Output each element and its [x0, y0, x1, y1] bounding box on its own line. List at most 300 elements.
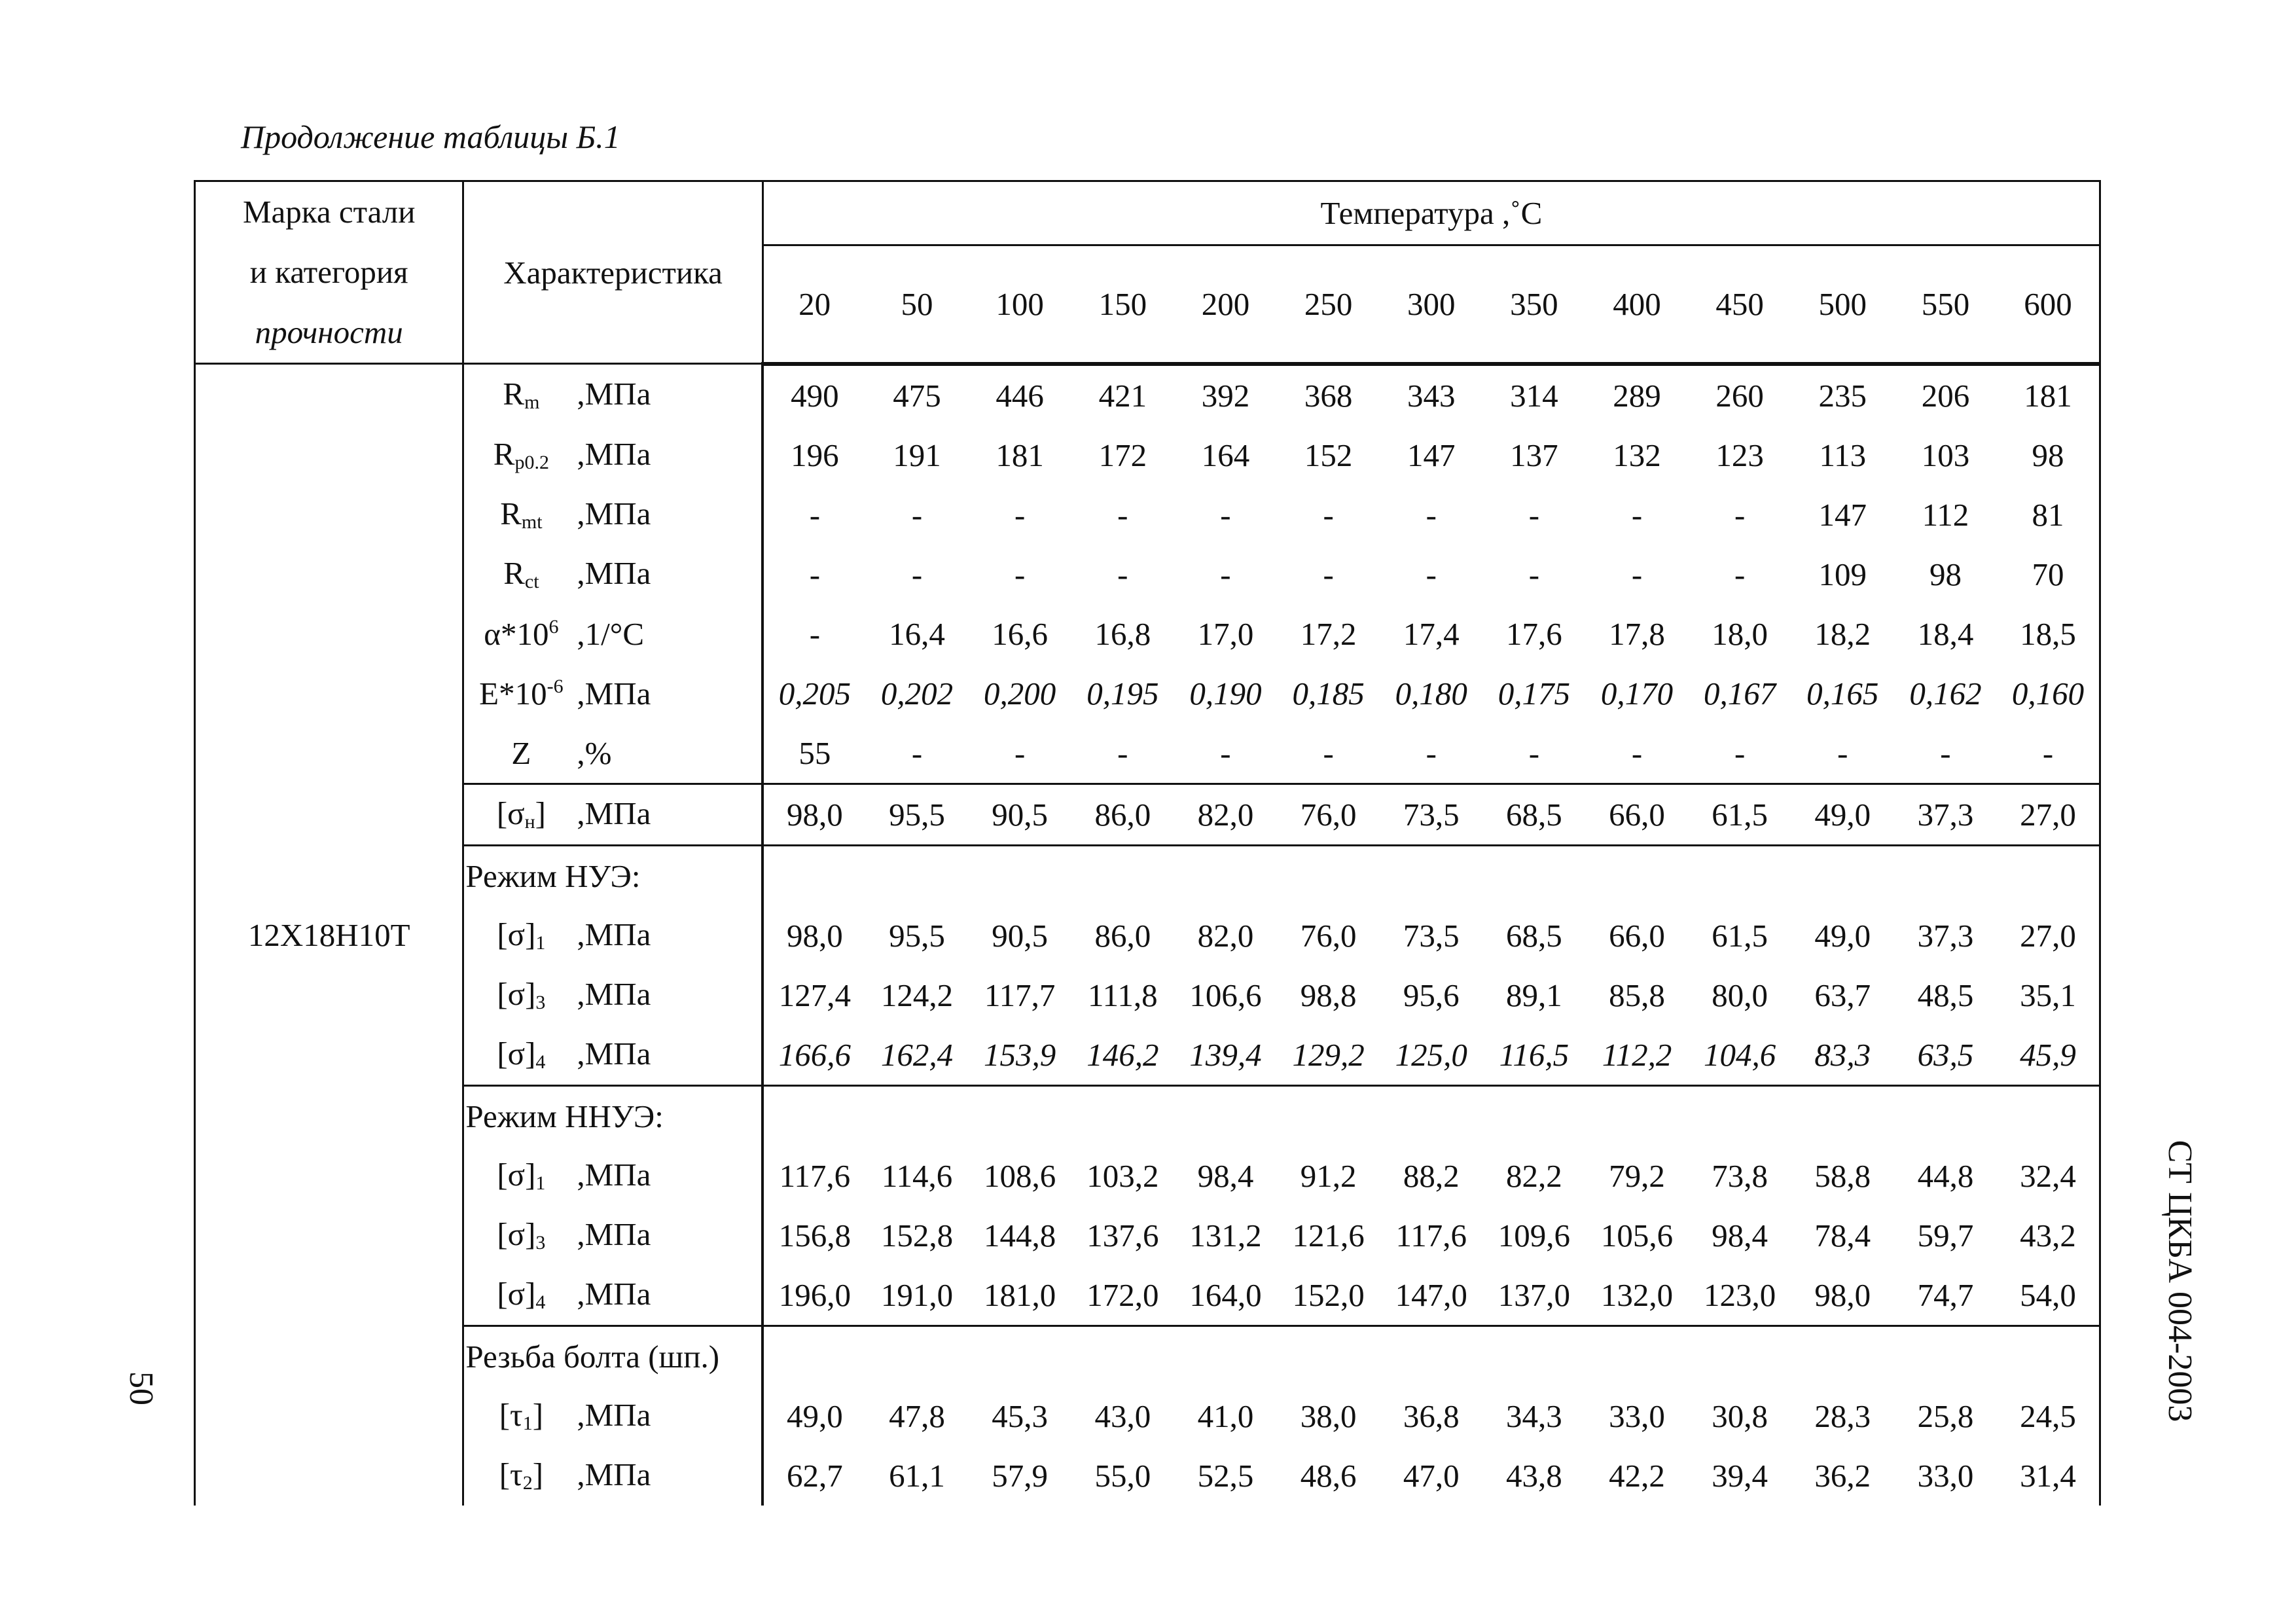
- value-cell: 0,162: [1909, 675, 1982, 712]
- characteristic-symbol: [465, 797, 577, 832]
- value-cell: 123,0: [1704, 1276, 1776, 1313]
- empty-cell: [865, 1326, 968, 1386]
- value-cell: 89,1: [1506, 977, 1562, 1013]
- symbol-text: [σ]: [497, 1216, 536, 1252]
- value-cell: 103: [1921, 437, 1970, 473]
- value-cell: 17,2: [1300, 615, 1357, 652]
- characteristic-unit: ,МПа: [577, 975, 651, 1012]
- symbol-text: R: [503, 554, 525, 591]
- empty-cell: [1791, 1326, 1894, 1386]
- value-cell: 17,8: [1609, 615, 1665, 652]
- symbol-superscript: -6: [547, 676, 564, 697]
- value-cell: 86,0: [1071, 784, 1174, 845]
- value-cell: 49,0: [1791, 784, 1894, 845]
- characteristic-unit: ,МПа: [577, 676, 651, 712]
- section-title: Режим ННУЭ:: [463, 1085, 762, 1146]
- value-cell: 54,0: [1997, 1265, 2100, 1326]
- value-cell: 17,6: [1506, 615, 1562, 652]
- temperature-header-cell: 500: [1791, 245, 1894, 364]
- value-cell: 37,3: [1917, 917, 1974, 954]
- value-cell: 35,1: [1997, 965, 2100, 1025]
- value-cell: 117,6: [1395, 1217, 1467, 1254]
- value-cell: -: [1220, 734, 1231, 771]
- characteristic-symbol: [465, 435, 577, 473]
- characteristic-label: [463, 906, 762, 965]
- value-cell: 27,0: [1997, 784, 2100, 845]
- empty-cell: [1689, 845, 1791, 906]
- value-cell: -: [1426, 496, 1437, 533]
- value-cell: 95,5: [865, 784, 968, 845]
- value-cell: 0,170: [1600, 675, 1674, 712]
- value-cell: 137: [1510, 437, 1558, 473]
- table-row: [195, 485, 2100, 545]
- empty-cell: [1380, 1085, 1482, 1146]
- value-cell: 31,4: [1997, 1446, 2100, 1506]
- empty-cell: [1894, 1326, 1997, 1386]
- header-temperature: Температура ,˚С: [762, 181, 2100, 245]
- value-cell: 116,5: [1499, 1036, 1570, 1073]
- value-cell: -: [1220, 556, 1231, 592]
- table-row: [195, 545, 2100, 604]
- value-cell: 152,8: [880, 1217, 954, 1254]
- empty-cell: [1894, 845, 1997, 906]
- value-cell: 76,0: [1300, 917, 1357, 954]
- symbol-subscript: 3: [535, 1231, 546, 1254]
- table-row: [195, 604, 2100, 664]
- value-cell: 191,0: [880, 1276, 954, 1313]
- value-cell: 111,8: [1088, 977, 1158, 1013]
- data-table-container: [194, 180, 2101, 1509]
- empty-cell: [762, 845, 865, 906]
- empty-cell: [1689, 1326, 1791, 1386]
- value-cell: 95,6: [1403, 977, 1460, 1013]
- page-number: 50: [122, 1371, 160, 1405]
- header-characteristic: Характеристика: [463, 181, 762, 364]
- value-cell: 98,8: [1300, 977, 1357, 1013]
- empty-cell: [1791, 1085, 1894, 1146]
- symbol-text: Z: [511, 734, 531, 771]
- value-cell: 0,205: [778, 675, 852, 712]
- value-cell: 45,3: [992, 1398, 1049, 1434]
- value-cell: 206: [1921, 377, 1970, 414]
- value-cell: 17,0: [1197, 615, 1254, 652]
- characteristic-unit: ,МПа: [577, 1156, 651, 1193]
- value-cell: 181: [996, 437, 1044, 473]
- symbol-text: R: [493, 435, 515, 472]
- value-cell: 421: [1098, 377, 1147, 414]
- value-cell: 27,0: [1997, 906, 2100, 965]
- header-mark-line-2: и категория: [249, 254, 408, 290]
- properties-table: [194, 180, 2101, 1506]
- value-cell: 79,2: [1609, 1157, 1665, 1194]
- symbol-text: [τ: [499, 1396, 523, 1433]
- characteristic-symbol: [465, 554, 577, 592]
- value-cell: 0,200: [984, 675, 1056, 712]
- empty-cell: [865, 845, 968, 906]
- value-cell: 475: [893, 377, 941, 414]
- value-cell: 166,6: [778, 1036, 852, 1073]
- value-cell: 38,0: [1300, 1398, 1357, 1434]
- characteristic-label: [463, 545, 762, 604]
- value-cell: 121,6: [1292, 1217, 1365, 1254]
- characteristic-unit: ,МПа: [577, 375, 651, 412]
- characteristic-unit: ,МПа: [577, 554, 651, 591]
- value-cell: 18,4: [1917, 615, 1974, 652]
- characteristic-symbol: [465, 1396, 577, 1434]
- symbol-text: [σ]: [497, 1275, 536, 1312]
- value-cell: 103,2: [1086, 1157, 1159, 1194]
- temperature-header-cell: 450: [1689, 245, 1791, 364]
- value-cell: -: [1323, 496, 1334, 533]
- value-cell: 61,1: [889, 1457, 945, 1494]
- characteristic-label: [463, 364, 762, 425]
- value-cell: 73,5: [1380, 784, 1482, 845]
- characteristic-label: [463, 1025, 762, 1086]
- characteristic-unit: ,%: [577, 734, 612, 771]
- temperature-header-cell: 300: [1380, 245, 1482, 364]
- characteristic-symbol: [465, 1218, 577, 1253]
- value-cell: 98,0: [1814, 1276, 1871, 1313]
- temperature-header-cell: 250: [1277, 245, 1380, 364]
- value-cell: 47,8: [889, 1398, 945, 1434]
- value-cell: -: [1117, 734, 1128, 771]
- value-cell: 88,2: [1403, 1157, 1460, 1194]
- value-cell: 34,3: [1506, 1398, 1562, 1434]
- temperature-header-cell: 50: [865, 245, 968, 364]
- temperature-header-cell: 100: [969, 245, 1071, 364]
- value-cell: 81: [1997, 485, 2100, 545]
- symbol-subscript: 1: [535, 1172, 546, 1194]
- value-cell: 43,8: [1506, 1457, 1562, 1494]
- value-cell: 137,6: [1086, 1217, 1159, 1254]
- value-cell: -: [809, 496, 821, 533]
- value-cell: -: [1528, 734, 1540, 771]
- empty-cell: [1894, 1085, 1997, 1146]
- symbol-text: [σ]: [497, 1156, 536, 1193]
- value-cell: 33,0: [1609, 1398, 1665, 1434]
- value-cell: -: [1323, 734, 1334, 771]
- value-cell: 98,4: [1197, 1157, 1254, 1194]
- value-cell: 106,6: [1189, 977, 1262, 1013]
- value-cell: 18,0: [1712, 615, 1768, 652]
- value-cell: 16,4: [889, 615, 945, 652]
- value-cell: 147,0: [1395, 1276, 1467, 1313]
- value-cell: 32,4: [1997, 1146, 2100, 1206]
- characteristic-symbol: [465, 918, 577, 953]
- value-cell: 343: [1407, 377, 1456, 414]
- empty-cell: [1174, 845, 1277, 906]
- value-cell: 139,4: [1189, 1036, 1262, 1073]
- characteristic-label: [463, 604, 762, 664]
- value-cell: 235: [1818, 377, 1867, 414]
- value-cell: 152: [1304, 437, 1353, 473]
- characteristic-label: [463, 1265, 762, 1326]
- symbol-subscript: ct: [524, 570, 539, 592]
- section-title: Режим НУЭ:: [463, 845, 762, 906]
- value-cell: 112,2: [1602, 1036, 1672, 1073]
- characteristic-unit: ,МПа: [577, 916, 651, 952]
- value-cell: 123: [1715, 437, 1764, 473]
- empty-cell: [1585, 1326, 1688, 1386]
- value-cell: 82,0: [1174, 784, 1277, 845]
- symbol-subscript: 4: [535, 1051, 546, 1073]
- empty-cell: [1071, 1085, 1174, 1146]
- value-cell: -: [1426, 734, 1437, 771]
- value-cell: 0,175: [1498, 675, 1570, 712]
- empty-cell: [762, 1326, 865, 1386]
- value-cell: 368: [1304, 377, 1353, 414]
- value-cell: 63,5: [1917, 1036, 1974, 1073]
- symbol-text: [σ]: [497, 1035, 536, 1072]
- characteristic-symbol: [465, 734, 577, 771]
- value-cell: 260: [1715, 377, 1764, 414]
- value-cell: 82,2: [1506, 1157, 1562, 1194]
- value-cell: 61,5: [1712, 917, 1768, 954]
- temperature-header-cell: 550: [1894, 245, 1997, 364]
- value-cell: 66,0: [1609, 917, 1665, 954]
- value-cell: -: [809, 556, 821, 592]
- value-cell: 196: [791, 437, 839, 473]
- value-cell: 59,7: [1917, 1217, 1974, 1254]
- symbol-subscript: 4: [535, 1291, 546, 1313]
- table-row: [195, 1446, 2100, 1506]
- value-cell: -: [1323, 556, 1334, 592]
- value-cell: 98,0: [762, 784, 865, 845]
- characteristic-symbol: [465, 497, 577, 532]
- value-cell: 0,190: [1189, 675, 1262, 712]
- empty-cell: [1277, 1326, 1380, 1386]
- empty-cell: [1997, 845, 2100, 906]
- section-header-row: [195, 1085, 2100, 1146]
- temperature-header-cell: 150: [1071, 245, 1174, 364]
- value-cell: 70: [1997, 545, 2100, 604]
- value-cell: 392: [1201, 377, 1250, 414]
- temperature-header-cell: 400: [1585, 245, 1688, 364]
- value-cell: 63,7: [1814, 977, 1871, 1013]
- value-cell: 16,8: [1094, 615, 1151, 652]
- empty-cell: [1277, 845, 1380, 906]
- steel-grade-cell: 12Х18Н10Т: [195, 364, 463, 1506]
- symbol-subscript: 1: [522, 1412, 533, 1434]
- table-row: [195, 1146, 2100, 1206]
- value-cell: 55,0: [1094, 1457, 1151, 1494]
- value-cell: -: [1734, 496, 1746, 533]
- value-cell: 0,202: [880, 675, 954, 712]
- value-cell: 117,7: [984, 977, 1056, 1013]
- header-mark-line-1: Марка стали: [242, 194, 416, 230]
- value-cell: 44,8: [1917, 1157, 1974, 1194]
- value-cell: 191: [893, 437, 941, 473]
- table-caption: Продолжение таблицы Б.1: [241, 118, 620, 155]
- symbol-subscript: 3: [535, 991, 546, 1013]
- value-cell: 147: [1407, 437, 1456, 473]
- value-cell: 108,6: [984, 1157, 1056, 1194]
- value-cell: 112: [1922, 496, 1969, 533]
- value-cell: 43,0: [1094, 1398, 1151, 1434]
- characteristic-unit: ,МПа: [577, 1035, 651, 1072]
- value-cell: -: [1528, 496, 1540, 533]
- symbol-subscript: н: [524, 810, 535, 833]
- temperature-header-cell: 200: [1174, 245, 1277, 364]
- characteristic-symbol: [465, 975, 577, 1013]
- value-cell: 114,6: [881, 1157, 953, 1194]
- symbol-subscript: mt: [521, 511, 543, 533]
- value-cell: 446: [996, 377, 1044, 414]
- temperature-header-cell: 350: [1482, 245, 1585, 364]
- value-cell: 80,0: [1712, 977, 1768, 1013]
- value-cell: 33,0: [1917, 1457, 1974, 1494]
- value-cell: 90,5: [969, 784, 1071, 845]
- value-cell: 76,0: [1277, 784, 1380, 845]
- empty-cell: [1689, 1085, 1791, 1146]
- empty-cell: [1585, 1085, 1688, 1146]
- value-cell: 0,167: [1704, 675, 1776, 712]
- value-cell: 47,0: [1403, 1457, 1460, 1494]
- value-cell: -: [1528, 556, 1540, 592]
- value-cell: 18,2: [1814, 615, 1871, 652]
- value-cell: 39,4: [1712, 1457, 1768, 1494]
- document-code: СТ ЦКБА 004-2003: [2161, 1140, 2198, 1422]
- value-cell: 98,0: [787, 917, 843, 954]
- value-cell: 86,0: [1094, 917, 1151, 954]
- value-cell: 48,6: [1300, 1457, 1357, 1494]
- table-row: [195, 664, 2100, 723]
- characteristic-label: [463, 965, 762, 1025]
- value-cell: -: [1631, 734, 1643, 771]
- value-cell: 137,0: [1498, 1276, 1570, 1313]
- value-cell: 98,4: [1712, 1217, 1768, 1254]
- value-cell: -: [1734, 734, 1746, 771]
- characteristic-unit: ,МПа: [577, 435, 651, 472]
- value-cell: 16,6: [992, 615, 1049, 652]
- value-cell: 95,5: [889, 917, 945, 954]
- value-cell: 24,5: [1997, 1386, 2100, 1446]
- value-cell: -: [1014, 496, 1026, 533]
- value-cell: 127,4: [778, 977, 852, 1013]
- value-cell: 164: [1201, 437, 1250, 473]
- value-cell: 58,8: [1814, 1157, 1871, 1194]
- symbol-subscript: 1: [535, 931, 546, 954]
- value-cell: -: [1014, 556, 1026, 592]
- value-cell: -: [1837, 734, 1848, 771]
- value-cell: 132,0: [1600, 1276, 1674, 1313]
- value-cell: -: [1997, 723, 2100, 784]
- empty-cell: [865, 1085, 968, 1146]
- table-row: [195, 1265, 2100, 1326]
- value-cell: -: [1940, 734, 1951, 771]
- symbol-subscript: p0.2: [514, 451, 549, 473]
- value-cell: 18,5: [1997, 604, 2100, 664]
- value-cell: 117,6: [779, 1157, 851, 1194]
- empty-cell: [1482, 845, 1585, 906]
- value-cell: -: [809, 615, 821, 652]
- value-cell: 82,0: [1197, 917, 1254, 954]
- table-row: [195, 364, 2100, 425]
- value-cell: 36,2: [1814, 1457, 1871, 1494]
- table-row: [195, 425, 2100, 485]
- characteristic-label: [463, 485, 762, 545]
- symbol-text: [τ: [499, 1456, 523, 1492]
- value-cell: 55: [798, 734, 831, 771]
- symbol-text: R: [500, 495, 522, 532]
- value-cell: -: [1014, 734, 1026, 771]
- empty-cell: [1174, 1326, 1277, 1386]
- empty-cell: [1071, 845, 1174, 906]
- symbol-text: [σ: [496, 795, 525, 831]
- characteristic-unit: ,МПа: [577, 495, 651, 532]
- symbol-text: α*10: [484, 616, 549, 652]
- value-cell: 156,8: [778, 1217, 852, 1254]
- table-row: [195, 784, 2100, 845]
- characteristic-symbol: [465, 375, 577, 413]
- value-cell: 98: [1929, 556, 1962, 592]
- value-cell: 0,195: [1086, 675, 1159, 712]
- value-cell: 104,6: [1704, 1036, 1776, 1073]
- value-cell: 314: [1510, 377, 1558, 414]
- empty-cell: [1380, 1326, 1482, 1386]
- table-row: [195, 906, 2100, 965]
- temperature-header-cell: 20: [762, 245, 865, 364]
- value-cell: -: [911, 556, 923, 592]
- temperature-header-cell: 600: [1997, 245, 2100, 364]
- value-cell: 49,0: [787, 1398, 843, 1434]
- characteristic-symbol: [465, 617, 577, 650]
- empty-cell: [969, 845, 1071, 906]
- value-cell: 48,5: [1917, 977, 1974, 1013]
- value-cell: 37,3: [1894, 784, 1997, 845]
- value-cell: 109: [1818, 556, 1867, 592]
- value-cell: 129,2: [1292, 1036, 1365, 1073]
- header-mark-line-3: прочности: [255, 314, 403, 350]
- value-cell: 57,9: [992, 1457, 1049, 1494]
- empty-cell: [1174, 1085, 1277, 1146]
- characteristic-symbol: [465, 677, 577, 710]
- symbol-bracket: ]: [532, 1396, 544, 1433]
- value-cell: 73,8: [1712, 1157, 1768, 1194]
- value-cell: 85,8: [1609, 977, 1665, 1013]
- characteristic-label: [463, 1446, 762, 1506]
- section-title: Резьба болта (шп.): [463, 1326, 762, 1386]
- characteristic-unit: ,МПа: [577, 1456, 651, 1492]
- symbol-superscript: 6: [548, 616, 559, 638]
- value-cell: 83,3: [1814, 1036, 1871, 1073]
- value-cell: -: [1117, 556, 1128, 592]
- value-cell: 162,4: [880, 1036, 954, 1073]
- characteristic-symbol: [465, 1035, 577, 1073]
- value-cell: 144,8: [984, 1217, 1056, 1254]
- header-mark: [195, 181, 463, 364]
- characteristic-unit: ,МПа: [577, 1216, 651, 1252]
- characteristic-symbol: [465, 1156, 577, 1194]
- empty-cell: [1380, 845, 1482, 906]
- empty-cell: [1071, 1326, 1174, 1386]
- table-row: [195, 1206, 2100, 1265]
- symbol-bracket: ]: [532, 1456, 544, 1492]
- value-cell: -: [911, 734, 923, 771]
- empty-cell: [969, 1085, 1071, 1146]
- characteristic-unit: ,МПа: [577, 1275, 651, 1312]
- value-cell: 74,7: [1917, 1276, 1974, 1313]
- value-cell: 152,0: [1292, 1276, 1365, 1313]
- value-cell: 0,165: [1806, 675, 1879, 712]
- value-cell: 73,5: [1403, 917, 1460, 954]
- value-cell: 0,160: [1997, 664, 2100, 723]
- value-cell: 42,2: [1609, 1457, 1665, 1494]
- symbol-text: E*10: [479, 676, 547, 712]
- section-header-row: [195, 845, 2100, 906]
- value-cell: -: [1220, 496, 1231, 533]
- table-row: [195, 723, 2100, 784]
